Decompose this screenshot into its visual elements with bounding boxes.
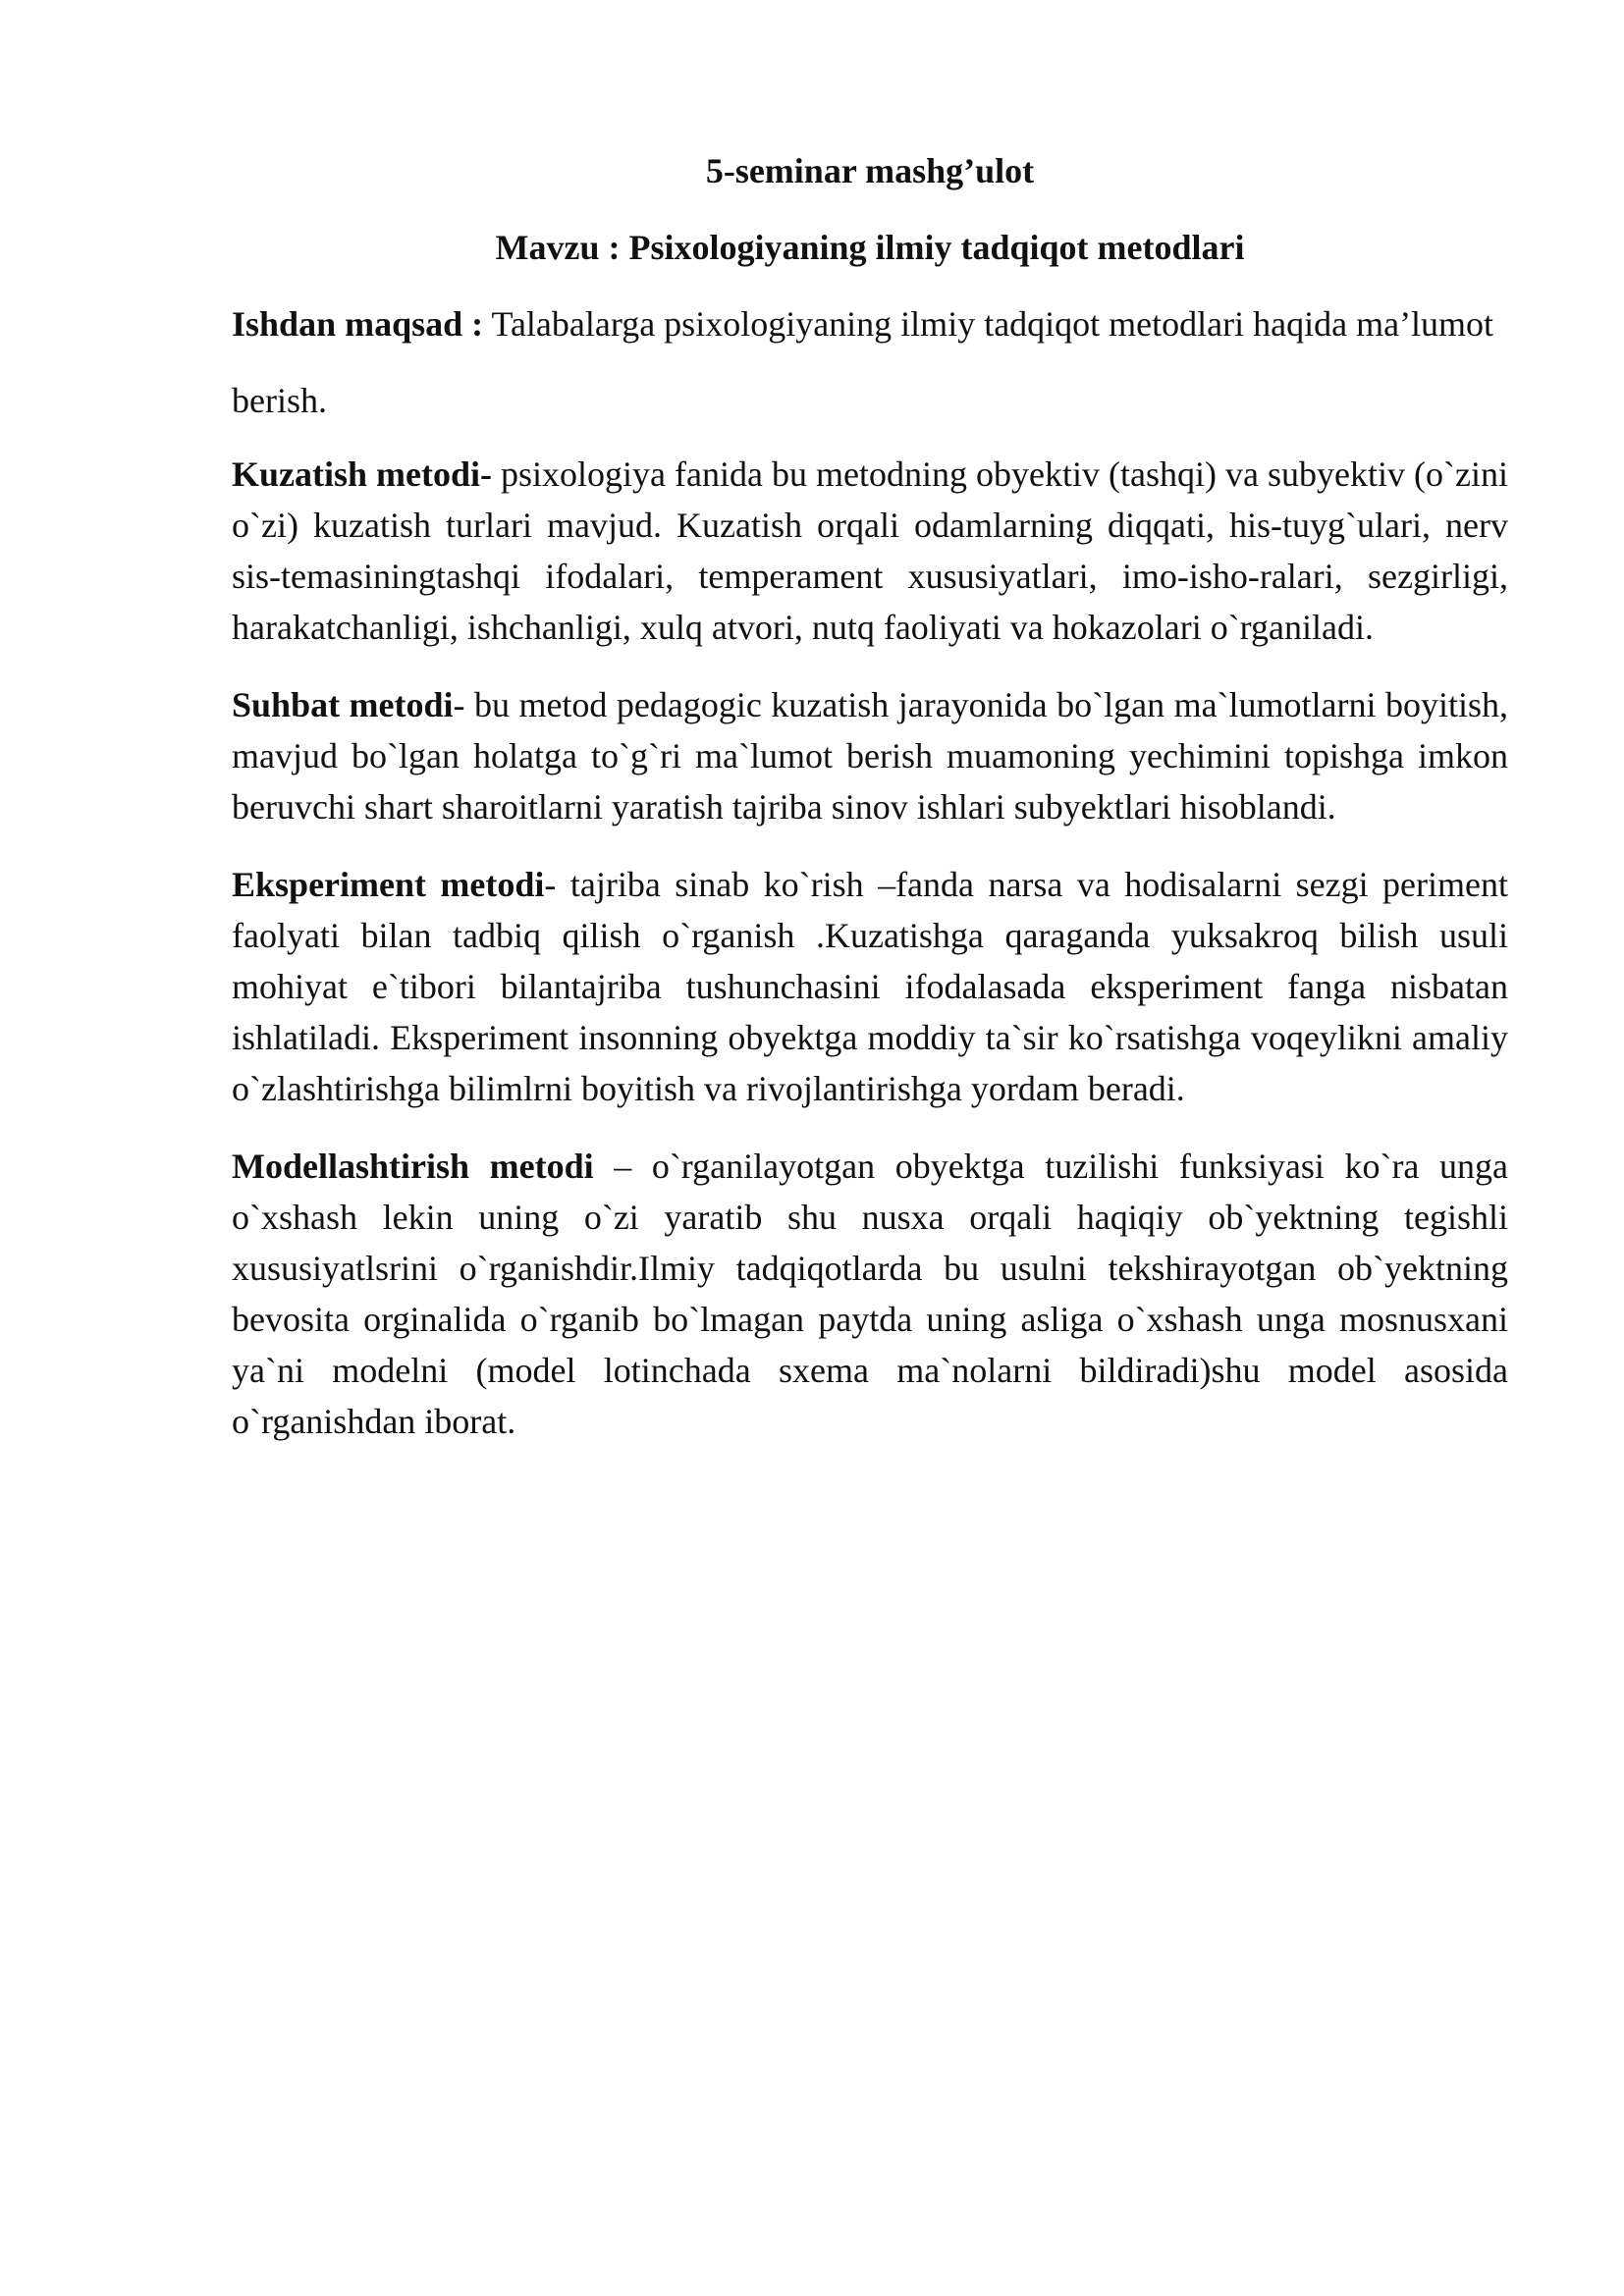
section-text: - tajriba sinab ko`rish –fanda narsa va hodisalarni sezgi periment faolyati bilan tadbiq qilish o`rganish .Kuzatishga qaraganda yuksakroq bilish usuli mohiyat e`tibori bilantajriba tushunchasini ifodalasada eksperiment fanga nisbatan ishlatiladi. Eksperiment insonning obyektga moddiy ta`sir ko`rsatishga voqeylikni amaliy o`zlashtirishga bilimlrni boyitish va rivojlantirishga yordam beradi.: [232, 865, 1508, 1108]
section-text: psixologiya fanida bu metodning obyektiv (tashqi) va subyektiv (o`zini o`zi) kuzatish turlari mavjud. Kuzatish orqali odamlarning diqqati, his-tuyg`ulari, nerv sis-temasiningtashqi ifodalari, temperament xususiyatlari, imo-isho-ralari, sezgirligi, harakatchanligi, ishchanligi, xulq atvori, nutq faoliyati va hokazolari o`rganiladi.: [232, 454, 1508, 647]
section-eksperiment: [232, 859, 1508, 1114]
goal-text: Talabalarga psixologiyaning ilmiy tadqiqot metodlari haqida ma’lumot berish.: [232, 304, 1494, 420]
section-suhbat: [232, 679, 1508, 832]
section-text: – o`rganilayotgan obyektga tuzilishi funksiyasi ko`ra unga o`xshash lekin uning o`zi yaratib shu nusxa orqali haqiqiy ob`yektning tegishli xususiyatlsrini o`rganishdir.Ilmiy tadqiqotlarda bu usulni tekshirayotgan ob`yektning bevosita orginalida o`rganib bo`lmagan paytda uning asliga o`xshash unga mosnusxani ya`ni modelni (model lotinchada sxema ma`nolarni bildiradi)shu model asosida o`rganishdan iborat.: [232, 1147, 1508, 1441]
section-term: Eksperiment metodi: [232, 865, 545, 904]
document-page: [232, 147, 1508, 1473]
section-term: Suhbat metodi: [232, 685, 454, 724]
goal-paragraph: [232, 286, 1508, 439]
goal-label: Ishdan maqsad :: [232, 304, 484, 344]
section-kuzatish: [232, 449, 1508, 653]
section-term: Kuzatish metodi-: [232, 454, 493, 494]
topic-title: Mavzu : Psixologiyaning ilmiy tadqiqot metodlari: [495, 228, 1245, 267]
seminar-title: 5-seminar mashg’ulot: [705, 151, 1035, 190]
section-modellashtirish: [232, 1141, 1508, 1447]
section-text: - bu metod pedagogic kuzatish jarayonida bo`lgan ma`lumotlarni boyitish, mavjud bo`lgan holatga to`g`ri ma`lumot berish muamoning yechimini topishga imkon beruvchi shart sharoitlarni yaratish tajriba sinov ishlari subyektlari hisoblandi.: [232, 685, 1508, 827]
section-term: Modellashtirish metodi: [232, 1147, 594, 1186]
